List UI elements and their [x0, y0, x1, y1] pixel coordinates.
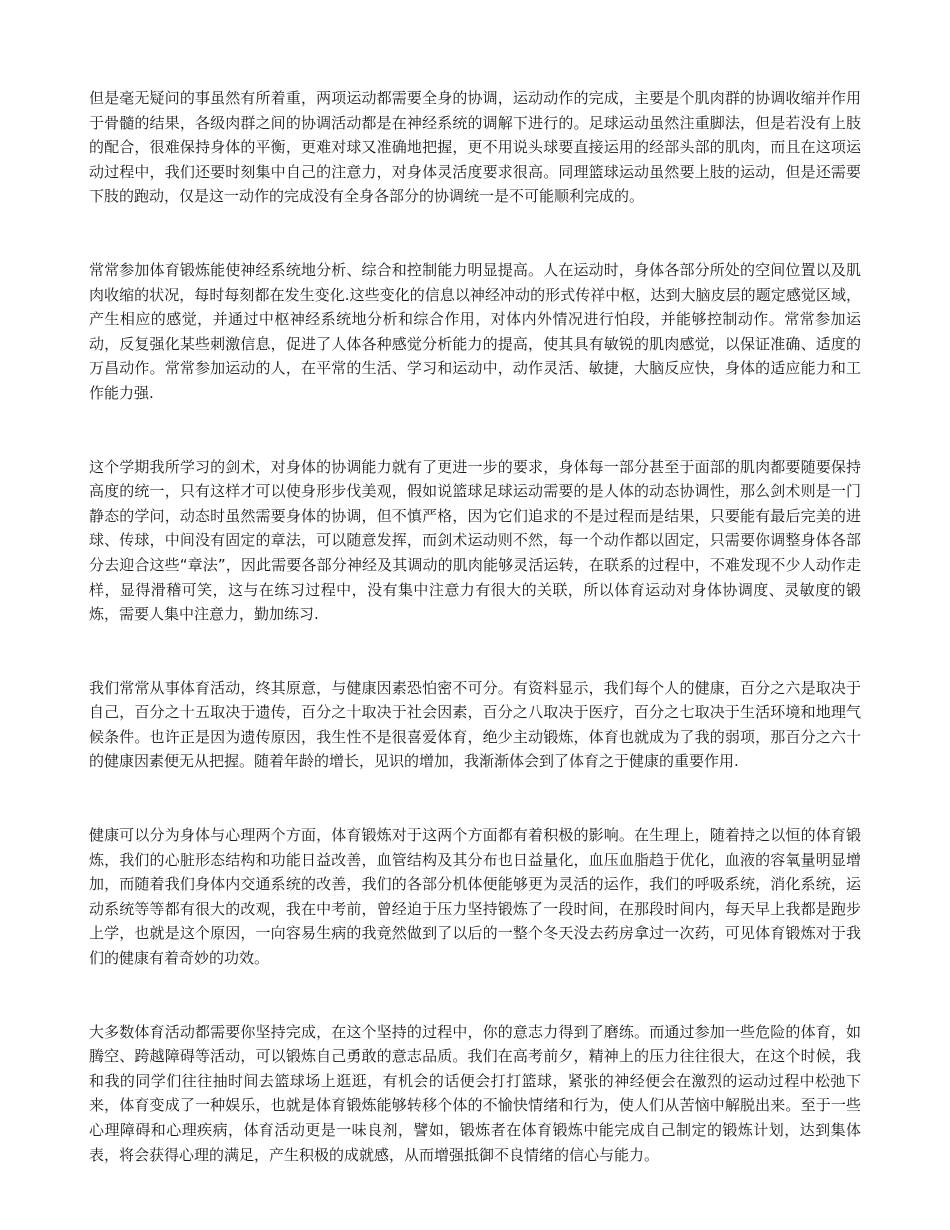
paragraph-willpower: 大多数体育活动都需要你坚持完成，在这个坚持的过程中，你的意志力得到了磨练。而通过参加一些危险的体育，如腾空、跨越障碍等活动，可以锻炼自己勇敢的意志品质。我们在高考前夕，精神上的压力往往很大，在这个时候，我和我的同学们往往抽时间去篮球场上逛逛，有机会的话便会打打篮球，紧张的神经便会在激烈的运动过程中松弛下来，体育变成了一种娱乐，也就是体育锻炼能够转移个体的不愉快情绪和行为，使人们从苦恼中解脱出来。至于一些心理障碍和心理疾病，体育活动更是一味良剂，譬如，锻炼者在体育锻炼中能完成自己制定的锻炼计划，达到集体表，将会获得心理的满足，产生积极的成就感，从而增强抵御不良情绪的信心与能力。 — [89, 1022, 861, 1164]
paragraph-swordsmanship: 这个学期我所学习的剑术，对身体的协调能力就有了更进一步的要求，身体每一部分甚至于面部的肌肉都要随要保持高度的统一，只有这样才可以使身形步伐美观，假如说篮球足球运动需要的是人体的动态协调性，那么剑术则是一门静态的学问，动态时虽然需要身体的协调，但不慎严格，因为它们追求的不是过程而是结果，只要能有最后完美的进球、传球，中间没有固定的章法，可以随意发挥，而剑术运动则不然，每一个动作都以固定，只需要你调整身体各部分去迎合这些“章法”，因此需要各部分神经及其调动的肌肉能够灵活运转，在联系的过程中，不难发现不少人动作走样，显得滑稽可笑，这与在练习过程中，没有集中注意力有很大的关联，所以体育运动对身体协调度、灵敏度的锻炼，需要人集中注意力，勤加练习. — [89, 457, 861, 624]
paragraph-nervous-system: 常常参加体育锻炼能使神经系统地分析、综合和控制能力明显提高。人在运动时，身体各部分所处的空间位置以及肌肉收缩的状况，每时每刻都在发生变化.这些变化的信息以神经冲动的形式传祥中枢，达到大脑皮层的题定感觉区域，产生相应的感觉，并通过中枢神经系统地分析和综合作用，对体内外情况进行怕段，并能够控制动作。常常参加运动，反复强化某些刺激信息，促进了人体各种感觉分析能力的提高，使其具有敏锐的肌肉感觉，以保证准确、适度的万昌动作。常常参加运动的人，在平常的生活、学习和运动中，动作灵活、敏捷，大脑反应快，身体的适应能力和工作能力强. — [89, 260, 861, 402]
paragraph-physical-mental-health: 健康可以分为身体与心理两个方面，体育锻炼对于这两个方面都有着积极的影响。在生理上，随着持之以恒的体育锻炼，我们的心脏形态结构和功能日益改善，血管结构及其分布也日益量化，血压血脂趋于优化，血液的容氧量明显增加，而随着我们身体内交通系统的改善，我们的各部分机体便能够更为灵活的运作，我们的呼吸系统，消化系统，运动系统等等都有很大的改观，我在中考前，曾经迫于压力坚持锻炼了一段时间，在那段时间内，每天早上我都是跑步上学，也就是这个原因，一向容易生病的我竟然做到了以后的一整个冬天没去药房拿过一次药，可见体育锻炼对于我们的健康有着奇妙的功效。 — [89, 826, 861, 968]
paragraph-health-factors: 我们常常从事体育活动，终其原意，与健康因素恐怕密不可分。有资料显示，我们每个人的健康，百分之六是取决于自己，百分之十五取决于遗传，百分之十取决于社会因素，百分之八取决于医疗，百分之七取决于生活环境和地理气候条件。也许正是因为遗传原因，我生性不是很喜爱体育，绝少主动锻炼，体育也就成为了我的弱项，那百分之六十的健康因素便无从把握。随着年龄的增长，见识的增加，我渐渐体会到了体育之于健康的重要作用. — [89, 678, 861, 771]
paragraph-coordination: 但是毫无疑问的事虽然有所着重，两项运动都需要全身的协调，运动动作的完成，主要是个肌肉群的协调收缩并作用于骨髓的结果，各级肉群之间的协调活动都是在神经系统的调解下进行的。足球运动虽然注重脚法，但是若没有上肢的配合，很难保持身体的平衡，更难对球又准确地把握，更不用说头球要直接运用的经部头部的肌肉，而且在这项运动过程中，我们还要时刻集中自己的注意力，对身体灵活度要求很高。同理篮球运动虽然要上肢的运动，但是还需要下肢的跑动，仅是这一动作的完成没有全身各部分的协调统一是不可能顺利完成的。 — [89, 89, 861, 206]
document-body — [89, 86, 861, 1216]
